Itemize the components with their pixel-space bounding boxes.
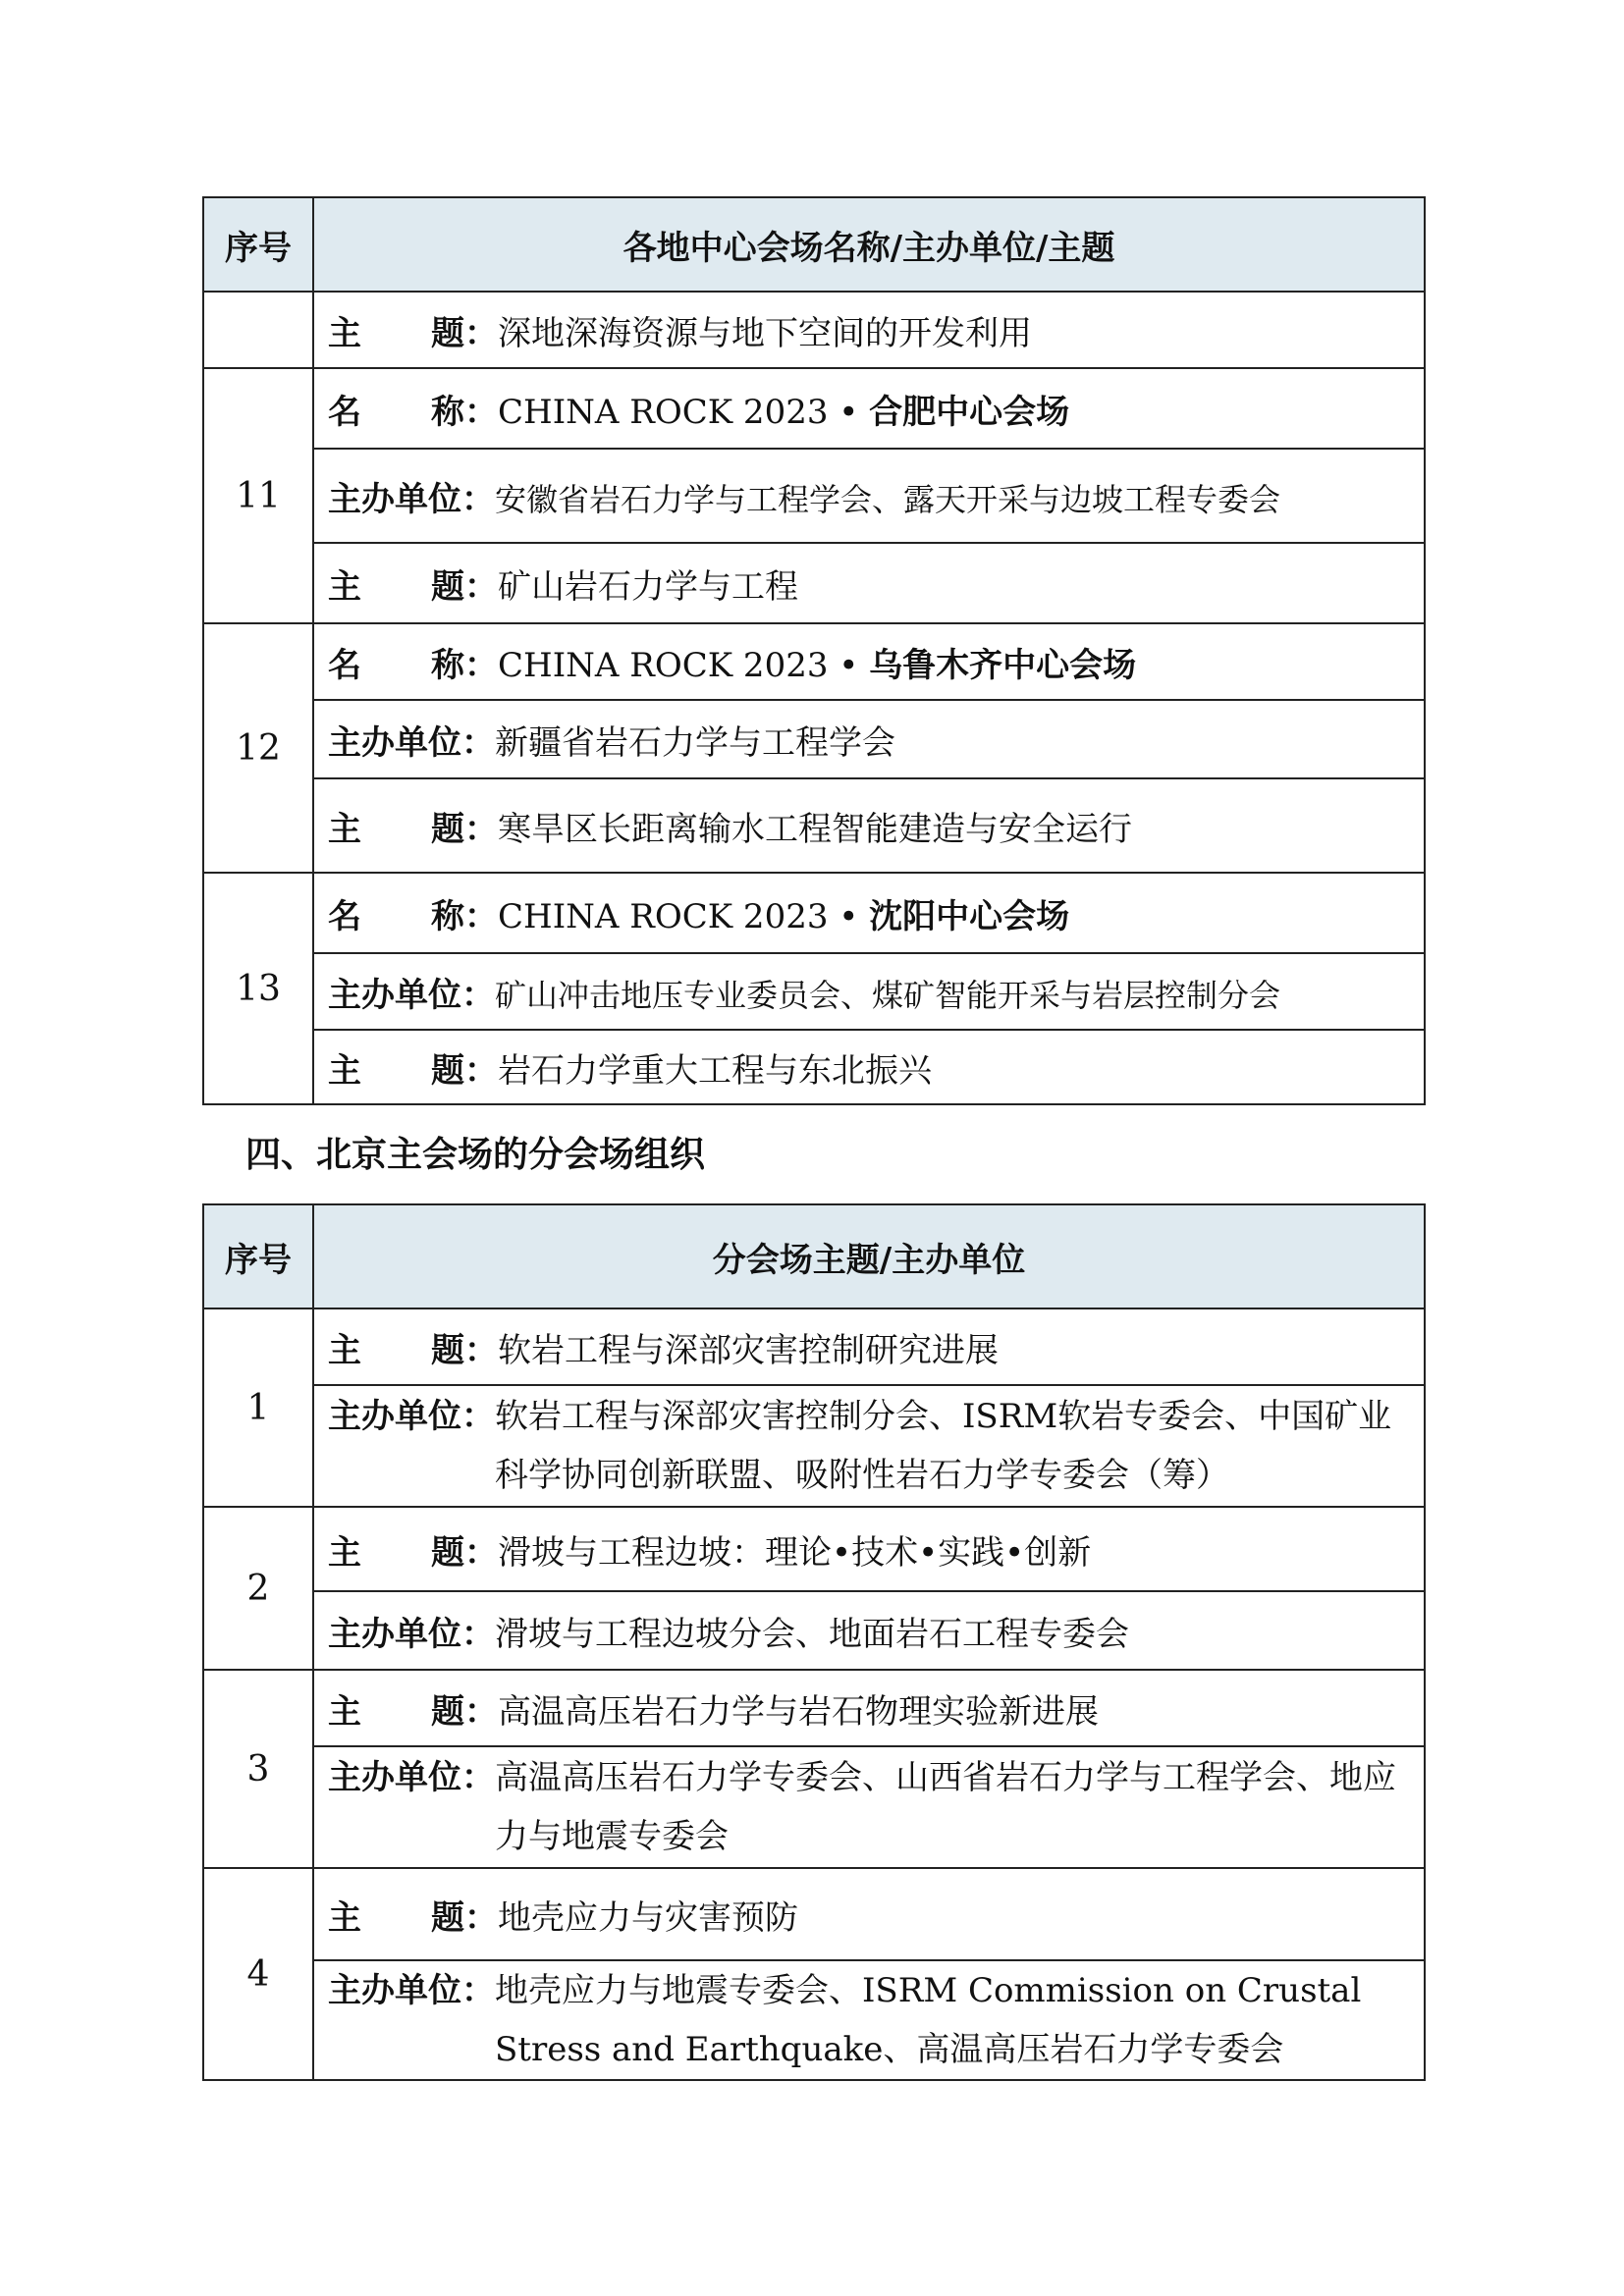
header-number: 序号 [203,197,313,292]
topic-value: 岩石力学重大工程与东北振兴 [498,1050,933,1091]
topic-value: 矿山岩石力学与工程 [498,566,799,607]
row-number: 2 [203,1507,313,1670]
table-row [203,368,1425,449]
venue-table [202,196,1426,1105]
topic-cell [313,778,1425,873]
name-prefix: CHINA ROCK 2023 • [498,896,870,936]
table-row [203,1030,1425,1104]
org-label: 主办单位： [328,1758,495,1797]
topic-value: 高温高压岩石力学与岩石物理实验新进展 [498,1691,1100,1732]
org-cell [313,700,1425,778]
table-row [203,1308,1425,1385]
topic-cell [313,1308,1425,1385]
topic-cell [313,543,1425,623]
row-number: 13 [203,873,313,1104]
table-row [203,778,1425,873]
org-label: 主办单位： [328,479,495,519]
org-value: 地壳应力与地震专委会、ISRM Commission on Crustal Stress and Earthquake、高温高压岩石力学专委会 [495,1971,1362,2069]
header-title: 各地中心会场名称/主办单位/主题 [313,197,1425,292]
org-cell [313,449,1425,543]
topic-label: 主 题： [328,1691,499,1732]
venue-name: 合肥中心会场 [869,392,1070,432]
org-label: 主办单位： [328,1397,495,1436]
org-cell [313,953,1425,1030]
topic-label: 主 题： [328,1897,499,1938]
sub-venue-table [202,1203,1426,2081]
table-row [203,953,1425,1030]
topic-value: 软岩工程与深部灾害控制研究进展 [498,1330,1000,1370]
org-value: 安徽省岩石力学与工程学会、露天开采与边坡工程专委会 [495,480,1281,518]
table-row [203,292,1425,368]
row-number: 11 [203,368,313,623]
topic-label: 主 题： [328,313,499,353]
topic-cell [313,292,1425,368]
table-header-row [203,1204,1425,1308]
venue-name: 沈阳中心会场 [869,896,1070,936]
org-value: 高温高压岩石力学专委会、山西省岩石力学与工程学会、地应力与地震专委会 [495,1758,1396,1856]
org-cell [313,1591,1425,1670]
topic-value: 深地深海资源与地下空间的开发利用 [498,313,1033,353]
org-label: 主办单位： [328,975,495,1015]
venue-name: 乌鲁木齐中心会场 [869,645,1137,685]
topic-label: 主 题： [328,566,499,607]
name-prefix: CHINA ROCK 2023 • [498,392,870,432]
org-value: 矿山冲击地压专业委员会、煤矿智能开采与岩层控制分会 [495,976,1281,1014]
topic-cell [313,1030,1425,1104]
header-number: 序号 [203,1204,313,1308]
org-value: 滑坡与工程边坡分会、地面岩石工程专委会 [495,1614,1129,1654]
table-row [203,1746,1425,1868]
table-row [203,1591,1425,1670]
org-cell [313,1385,1425,1507]
org-label: 主办单位： [328,1614,495,1654]
table-row [203,1385,1425,1507]
org-label: 主办单位： [328,1971,495,2010]
table-row [203,1868,1425,1960]
row-number: 1 [203,1308,313,1507]
name-cell [313,368,1425,449]
topic-value: 地壳应力与灾害预防 [498,1897,799,1938]
topic-label: 主 题： [328,1532,499,1573]
row-number: 12 [203,623,313,873]
table-row [203,1507,1425,1591]
org-label: 主办单位： [328,722,495,763]
topic-label: 主 题： [328,809,499,849]
topic-cell [313,1670,1425,1746]
section-heading: 四、北京主会场的分会场组织 [245,1135,706,1175]
name-label: 名 称： [328,645,499,685]
topic-value: 滑坡与工程边坡：理论•技术•实践•创新 [498,1532,1092,1573]
org-value: 软岩工程与深部灾害控制分会、ISRM软岩专委会、中国矿业科学协同创新联盟、吸附性岩石力学专委会（筹） [495,1397,1392,1495]
table-row [203,1960,1425,2080]
topic-cell [313,1507,1425,1591]
name-label: 名 称： [328,392,499,432]
table-row [203,1670,1425,1746]
topic-label: 主 题： [328,1330,499,1370]
org-value: 新疆省岩石力学与工程学会 [495,722,895,763]
table-row [203,873,1425,953]
name-cell [313,623,1425,700]
table-row [203,449,1425,543]
name-prefix: CHINA ROCK 2023 • [498,645,870,685]
table-row [203,623,1425,700]
row-number-empty [203,292,313,368]
table-row [203,543,1425,623]
name-label: 名 称： [328,896,499,936]
org-cell [313,1746,1425,1868]
table-row [203,700,1425,778]
row-number: 3 [203,1670,313,1868]
row-number: 4 [203,1868,313,2080]
name-cell [313,873,1425,953]
topic-label: 主 题： [328,1050,499,1091]
topic-value: 寒旱区长距离输水工程智能建造与安全运行 [498,809,1133,849]
table-header-row [203,197,1425,292]
org-cell [313,1960,1425,2080]
header-title: 分会场主题/主办单位 [313,1204,1425,1308]
topic-cell [313,1868,1425,1960]
